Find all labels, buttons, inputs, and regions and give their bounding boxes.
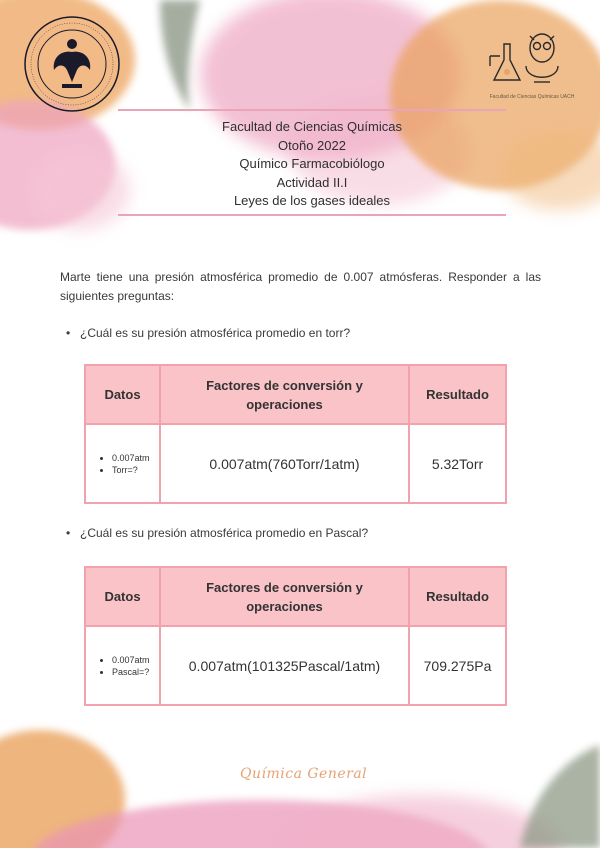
activity-title: Actividad II.I [276,174,348,190]
faculty-logo [482,26,582,106]
header-datos: Datos [85,567,160,626]
bullet-dot: • [66,526,71,540]
program-name: Químico Farmacobiólogo [239,156,385,171]
question-1 [66,326,350,340]
datos-cell [85,626,160,705]
question-1-text: ¿Cuál es su presión atmosférica promedio en torr? [80,326,351,340]
datos-item: • Pascal=? [112,666,158,678]
topic-title: Leyes de los gases ideales [233,193,391,208]
intro-paragraph: Marte tiene una presión atmosférica promedio de 0.007 atmósferas. Responder a las siguientes preguntas: [60,270,541,303]
document-header [118,118,506,211]
table-pascal [84,566,507,706]
datos-item: • 0.007atm [112,452,158,464]
header-bottom-rule [118,214,506,216]
logo-caption: Facultad de Ciencias Químicas UACH [489,94,575,100]
bullet-dot: • [66,326,71,340]
faculty-name: Facultad de Ciencias Químicas [222,119,402,134]
table-torr [84,364,507,504]
datos-cell [85,424,160,503]
question-2 [66,526,368,540]
footer-script-text: Química General [240,766,368,782]
term: Otoño 2022 [278,137,346,153]
university-seal [22,12,122,117]
header-factores: Factores de conversión y operaciones [160,365,409,424]
header-resultado: Resultado [409,567,506,626]
operation-cell: 0.007atm(760Torr/1atm) [160,424,409,503]
question-2-text: ¿Cuál es su presión atmosférica promedio en Pascal? [80,526,369,540]
result-cell: 5.32Torr [409,424,506,503]
header-factores: Factores de conversión y operaciones [160,567,409,626]
header-top-rule [118,109,506,111]
flask-owl-icon [482,26,582,94]
datos-item: • Torr=? [112,464,158,476]
header-resultado: Resultado [409,365,506,424]
result-cell: 709.275Pa [409,626,506,705]
header-datos: Datos [85,365,160,424]
datos-item: • 0.007atm [112,654,158,666]
operation-cell: 0.007atm(101325Pascal/1atm) [160,626,409,705]
